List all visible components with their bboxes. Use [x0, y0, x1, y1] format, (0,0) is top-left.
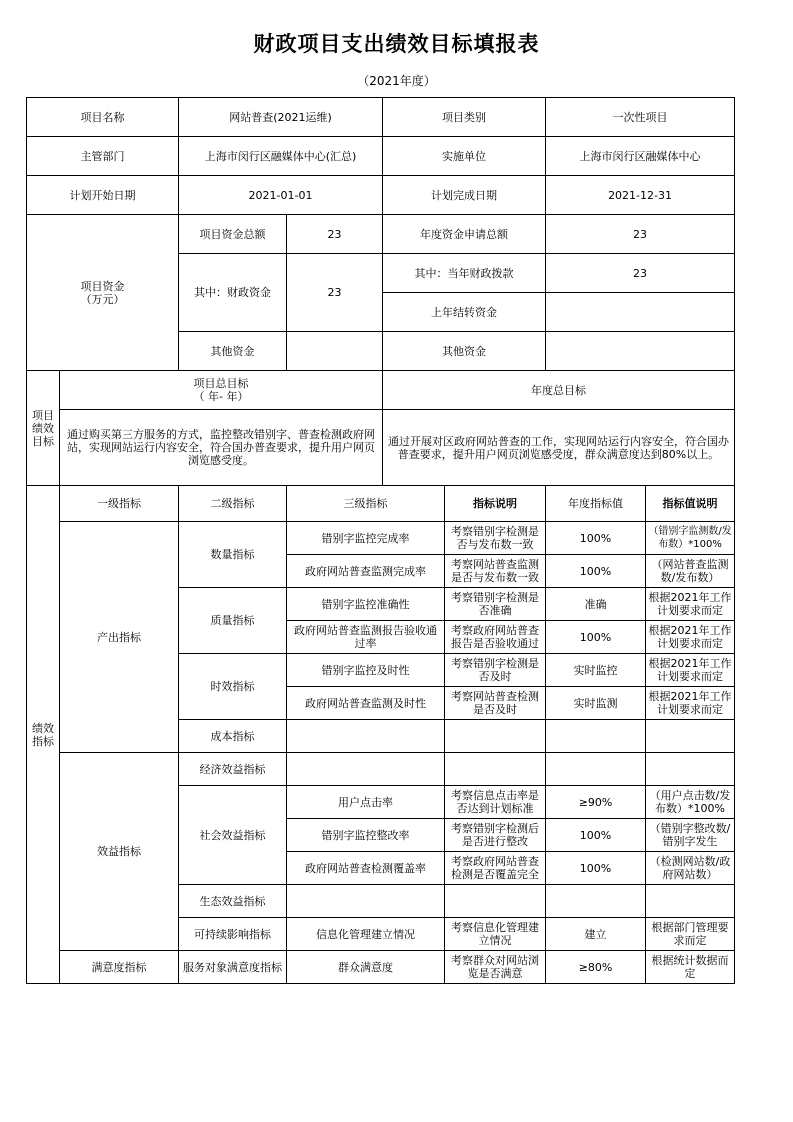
indicator-description: 考察网站普查检测是否及时 — [445, 687, 546, 720]
indicator-name: 政府网站普查监测完成率 — [287, 555, 445, 588]
indicator-target: 建立 — [546, 918, 646, 951]
project-funds-label-line2: （万元） — [80, 292, 125, 306]
indicator-note: 根据统计数据而定 — [646, 951, 735, 984]
indicator-target: 100% — [546, 621, 646, 654]
total-funds-label: 项目资金总额 — [179, 215, 287, 254]
performance-goal-label-line2: 绩效 — [32, 421, 54, 435]
performance-indicator-label-line2: 指标 — [32, 734, 54, 748]
indicator-description — [445, 885, 546, 918]
performance-goal-label — [27, 371, 60, 486]
project-funds-label-line1: 项目资金 — [80, 279, 125, 293]
indicator-name: 错别字监控准确性 — [287, 588, 445, 621]
carryover-funds-value — [546, 293, 735, 332]
performance-goal-label-line1: 项目 — [32, 408, 54, 422]
indicator-description: 考察错别字检测是否及时 — [445, 654, 546, 687]
header-annual-target: 年度指标值 — [546, 486, 646, 522]
indicator-description: 考察网站普查监测是否与发布数一致 — [445, 555, 546, 588]
indicator-note: （错别字整改数/错别字发生 — [646, 819, 735, 852]
header-target-note: 指标值说明 — [646, 486, 735, 522]
indicator-description: 考察信息点击率是否达到计划标准 — [445, 786, 546, 819]
header-level2: 二级指标 — [179, 486, 287, 522]
indicator-name — [287, 720, 445, 753]
indicator-name: 错别字监控整改率 — [287, 819, 445, 852]
implementing-unit-value: 上海市闵行区融媒体中心 — [546, 137, 735, 176]
other-funds-value-2 — [546, 332, 735, 371]
indicator-note: 根据2021年工作计划要求而定 — [646, 654, 735, 687]
indicator-target: 100% — [546, 852, 646, 885]
indicator-name: 用户点击率 — [287, 786, 445, 819]
satisfaction-indicator: 满意度指标 — [60, 951, 179, 984]
indicator-note: （错别字监测数/发布数）*100% — [646, 522, 735, 555]
plan-start-value: 2021-01-01 — [179, 176, 383, 215]
total-funds-value: 23 — [287, 215, 383, 254]
indicator-description — [445, 753, 546, 786]
sustainability-indicator: 可持续影响指标 — [179, 918, 287, 951]
indicator-target: 100% — [546, 819, 646, 852]
other-funds-label: 其他资金 — [179, 332, 287, 371]
indicator-target: 100% — [546, 522, 646, 555]
project-type-value: 一次性项目 — [546, 98, 735, 137]
plan-end-value: 2021-12-31 — [546, 176, 735, 215]
indicator-name: 错别字监控完成率 — [287, 522, 445, 555]
indicator-target — [546, 885, 646, 918]
indicator-description: 考察错别字检测是否准确 — [445, 588, 546, 621]
total-goal-header-line2: （ 年- 年） — [193, 390, 249, 403]
annual-goal-text: 通过开展对区政府网站普查的工作，实现网站运行内容安全，符合国办普查要求，提升用户网页浏览感受度，群众满意度达到80%以上。 — [383, 410, 735, 486]
cost-indicator: 成本指标 — [179, 720, 287, 753]
annual-funds-label: 年度资金申请总额 — [383, 215, 546, 254]
other-funds-label-2: 其他资金 — [383, 332, 546, 371]
indicator-target — [546, 753, 646, 786]
current-appropriation-label: 其中：当年财政拨款 — [383, 254, 546, 293]
project-name-label: 项目名称 — [27, 98, 179, 137]
performance-goal-label-line3: 目标 — [32, 434, 54, 448]
indicator-target: 100% — [546, 555, 646, 588]
total-goal-header-line1: 项目总目标 — [193, 377, 249, 390]
indicator-note — [646, 753, 735, 786]
current-appropriation-value: 23 — [546, 254, 735, 293]
indicator-note: （用户点击数/发布数）*100% — [646, 786, 735, 819]
output-indicator: 产出指标 — [60, 522, 179, 753]
indicator-note: 根据部门管理要求而定 — [646, 918, 735, 951]
fiscal-funds-value: 23 — [287, 254, 383, 332]
indicator-note — [646, 720, 735, 753]
total-goal-text: 通过购买第三方服务的方式，监控整改错别字、普查检测政府网站，实现网站运行内容安全，符合国办普查要求，提升用户网页浏览感受度。 — [60, 410, 383, 486]
supervisor-dept-label: 主管部门 — [27, 137, 179, 176]
social-indicator: 社会效益指标 — [179, 786, 287, 885]
indicator-note: （网站普查监测数/发布数） — [646, 555, 735, 588]
indicator-target: ≥90% — [546, 786, 646, 819]
header-level1: 一级指标 — [60, 486, 179, 522]
fiscal-year: （2021年度） — [357, 74, 436, 88]
indicator-name: 政府网站普查检测覆盖率 — [287, 852, 445, 885]
indicator-note: （检测网站数/政府网站数） — [646, 852, 735, 885]
implementing-unit-label: 实施单位 — [383, 137, 546, 176]
project-funds-label — [27, 215, 179, 371]
performance-target-form — [26, 97, 735, 984]
indicator-description — [445, 720, 546, 753]
header-level3: 三级指标 — [287, 486, 445, 522]
indicator-name: 群众满意度 — [287, 951, 445, 984]
fiscal-funds-label: 其中：财政资金 — [179, 254, 287, 332]
indicator-description: 考察群众对网站浏览是否满意 — [445, 951, 546, 984]
indicator-name: 政府网站普查监测报告验收通过率 — [287, 621, 445, 654]
indicator-note: 根据2021年工作计划要求而定 — [646, 621, 735, 654]
economic-indicator: 经济效益指标 — [179, 753, 287, 786]
indicator-name — [287, 753, 445, 786]
carryover-funds-label: 上年结转资金 — [383, 293, 546, 332]
other-funds-value — [287, 332, 383, 371]
indicator-description: 考察政府网站普查检测是否覆盖完全 — [445, 852, 546, 885]
benefit-indicator: 效益指标 — [60, 753, 179, 951]
indicator-target: 准确 — [546, 588, 646, 621]
ecological-indicator: 生态效益指标 — [179, 885, 287, 918]
supervisor-dept-value: 上海市闵行区融媒体中心(汇总) — [179, 137, 383, 176]
annual-goal-header: 年度总目标 — [383, 371, 735, 410]
header-description: 指标说明 — [445, 486, 546, 522]
indicator-name: 政府网站普查监测及时性 — [287, 687, 445, 720]
service-satisfaction-indicator: 服务对象满意度指标 — [179, 951, 287, 984]
indicator-description: 考察错别字检测是否与发布数一致 — [445, 522, 546, 555]
indicator-name: 信息化管理建立情况 — [287, 918, 445, 951]
total-goal-header — [60, 371, 383, 410]
indicator-target — [546, 720, 646, 753]
indicator-name — [287, 885, 445, 918]
indicator-target: ≥80% — [546, 951, 646, 984]
project-name-value: 网站普查(2021运维) — [179, 98, 383, 137]
quality-indicator: 质量指标 — [179, 588, 287, 654]
indicator-description: 考察信息化管理建立情况 — [445, 918, 546, 951]
plan-end-label: 计划完成日期 — [383, 176, 546, 215]
page-title: 财政项目支出绩效目标填报表 — [253, 32, 540, 56]
indicator-note: 根据2021年工作计划要求而定 — [646, 687, 735, 720]
indicator-description: 考察错别字检测后是否进行整改 — [445, 819, 546, 852]
plan-start-label: 计划开始日期 — [27, 176, 179, 215]
indicator-note — [646, 885, 735, 918]
annual-funds-value: 23 — [546, 215, 735, 254]
quantity-indicator: 数量指标 — [179, 522, 287, 588]
performance-indicator-label — [27, 486, 60, 984]
indicator-description: 考察政府网站普查报告是否验收通过 — [445, 621, 546, 654]
indicator-target: 实时监控 — [546, 654, 646, 687]
indicator-name: 错别字监控及时性 — [287, 654, 445, 687]
project-type-label: 项目类别 — [383, 98, 546, 137]
indicator-target: 实时监测 — [546, 687, 646, 720]
performance-indicator-label-line1: 绩效 — [32, 721, 54, 735]
timeliness-indicator: 时效指标 — [179, 654, 287, 720]
indicator-note: 根据2021年工作计划要求而定 — [646, 588, 735, 621]
